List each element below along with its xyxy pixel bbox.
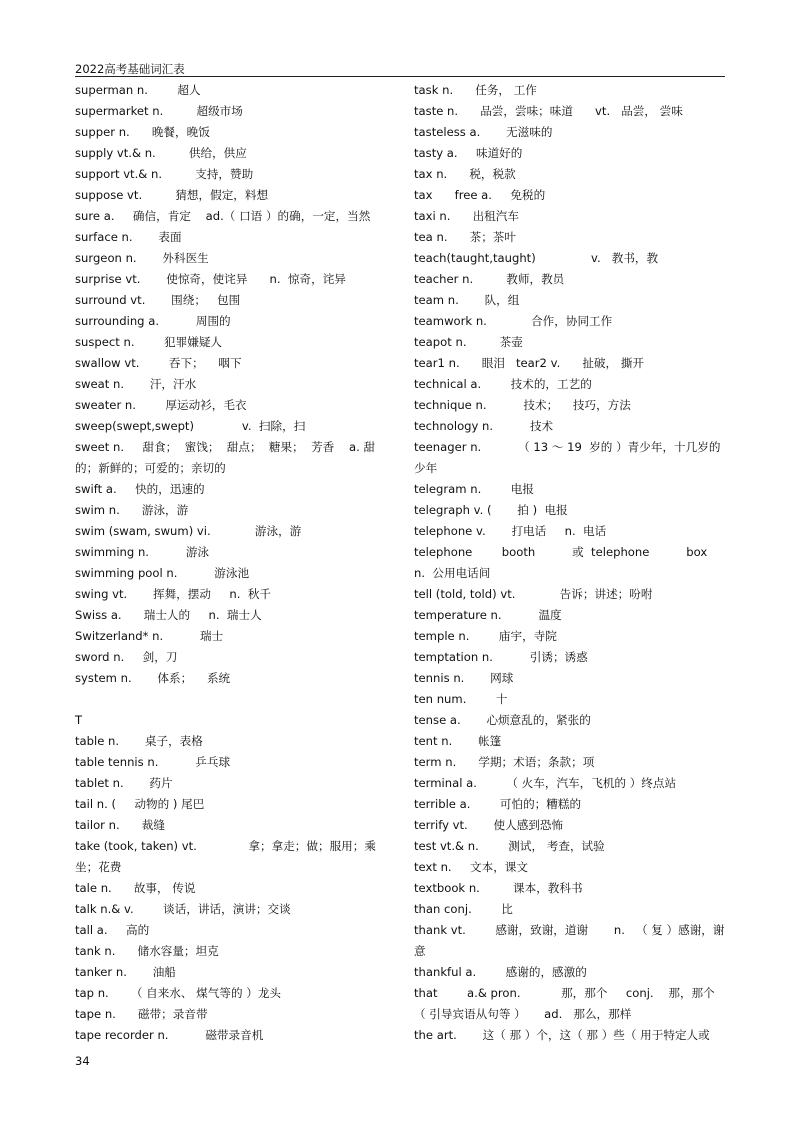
vocab-entry: teach(taught,taught) v. 教书，教 bbox=[414, 251, 659, 265]
vocab-entry: supply vt.& n. 供给，供应 bbox=[75, 146, 247, 160]
vocab-entry: teacher n. 教师，教员 bbox=[414, 272, 565, 286]
vocab-entry: task n. 任务， 工作 bbox=[414, 83, 537, 97]
right-column bbox=[414, 80, 745, 1046]
vocab-entry: sweet n. 甜食； 蜜饯； 甜点； 糖果； 芳香 a. 甜的；新鲜的；可爱的；亲切的 bbox=[75, 440, 376, 475]
vocab-entry: support vt.& n. 支持，赞助 bbox=[75, 167, 254, 181]
vocab-entry: than conj. 比 bbox=[414, 902, 513, 916]
vocab-entry: telegraph v. ( 拍 ) 电报 bbox=[414, 503, 568, 517]
vocab-entry: sword n. 剑，刀 bbox=[75, 650, 178, 664]
vocab-entry: tail n. ( 动物的 ) 尾巴 bbox=[75, 797, 205, 811]
vocab-entry: tea n. 茶；茶叶 bbox=[414, 230, 516, 244]
vocab-entry: surprise vt. 使惊奇，使诧异 n. 惊奇，诧异 bbox=[75, 272, 346, 286]
vocab-entry: table tennis n. 乒乓球 bbox=[75, 755, 231, 769]
vocab-entry: swimming pool n. 游泳池 bbox=[75, 566, 250, 580]
vocab-entry: taxi n. 出租汽车 bbox=[414, 209, 519, 223]
vocab-entry: temple n. 庙宇，寺院 bbox=[414, 629, 557, 643]
vocab-entry: tape n. 磁带；录音带 bbox=[75, 1007, 208, 1021]
vocab-entry: text n. 文本，课文 bbox=[414, 860, 528, 874]
vocab-entry: tablet n. 药片 bbox=[75, 776, 173, 790]
vocab-entry: swing vt. 挥舞，摆动 n. 秋千 bbox=[75, 587, 272, 601]
vocab-entry: take (took, taken) vt. 拿；拿走；做；服用；乘坐；花费 bbox=[75, 839, 376, 874]
vocab-entry: tall a. 高的 bbox=[75, 923, 150, 937]
vocab-entry: technical a. 技术的，工艺的 bbox=[414, 377, 592, 391]
vocab-entry: tape recorder n. 磁带录音机 bbox=[75, 1028, 264, 1042]
vocab-entry: talk n.& v. 谈话，讲话，演讲；交谈 bbox=[75, 902, 291, 916]
vocab-entry: terrify vt. 使人感到恐怖 bbox=[414, 818, 564, 832]
vocab-entry: tailor n. 裁缝 bbox=[75, 818, 165, 832]
vocab-entry: technique n. 技术； 技巧，方法 bbox=[414, 398, 631, 412]
vocab-entry: tank n. 储水容量；坦克 bbox=[75, 944, 219, 958]
header-divider bbox=[75, 76, 725, 77]
vocab-entry: term n. 学期；术语；条款；项 bbox=[414, 755, 595, 769]
vocab-entry: superman n. 超人 bbox=[75, 83, 201, 97]
vocab-entry: thankful a. 感谢的，感激的 bbox=[414, 965, 587, 979]
vocab-entry: sweat n. 汗，汗水 bbox=[75, 377, 197, 391]
vocab-entry: tennis n. 网球 bbox=[414, 671, 514, 685]
vocab-entry: tanker n. 油船 bbox=[75, 965, 176, 979]
vocab-entry: sweater n. 厚运动衫，毛衣 bbox=[75, 398, 247, 412]
vocab-entry: suspect n. 犯罪嫌疑人 bbox=[75, 335, 223, 349]
vocab-entry: telephone booth 或 telephone box n. 公用电话间 bbox=[414, 545, 745, 580]
vocab-entry: ten num. 十 bbox=[414, 692, 508, 706]
vocab-entry: supermarket n. 超级市场 bbox=[75, 104, 243, 118]
vocab-entry: the art. 这（ 那 ）个，这（ 那 ）些（ 用于特定人或 bbox=[414, 1028, 710, 1042]
vocab-entry: textbook n. 课本，教科书 bbox=[414, 881, 583, 895]
vocab-entry: thank vt. 感谢，致谢，道谢 n. （ 复 ）感谢，谢意 bbox=[414, 923, 725, 958]
section-letter: T bbox=[75, 713, 83, 727]
vocab-entry: tap n. （ 自来水、 煤气等的 ）龙头 bbox=[75, 986, 282, 1000]
vocab-entry: sweep(swept,swept) v. 扫除，扫 bbox=[75, 419, 306, 433]
vocab-entry: team n. 队，组 bbox=[414, 293, 520, 307]
vocab-entry: tale n. 故事， 传说 bbox=[75, 881, 196, 895]
vocab-entry: telephone v. 打电话 n. 电话 bbox=[414, 524, 607, 538]
vocab-entry: swift a. 快的，迅速的 bbox=[75, 482, 205, 496]
vocab-entry: swallow vt. 吞下； 咽下 bbox=[75, 356, 242, 370]
vocab-entry: telegram n. 电报 bbox=[414, 482, 534, 496]
vocab-entry: teamwork n. 合作，协同工作 bbox=[414, 314, 613, 328]
vocab-entry: Swiss a. 瑞士人的 n. 瑞士人 bbox=[75, 608, 262, 622]
vocab-entry: swim (swam, swum) vi. 游泳，游 bbox=[75, 524, 302, 538]
vocab-entry: suppose vt. 猜想，假定，料想 bbox=[75, 188, 269, 202]
vocab-entry: tent n. 帐篷 bbox=[414, 734, 502, 748]
page-header-title: 2022高考基础词汇表 bbox=[75, 62, 185, 76]
vocab-entry: surrounding a. 周围的 bbox=[75, 314, 231, 328]
vocab-entry: technology n. 技术 bbox=[414, 419, 554, 433]
blank-line bbox=[75, 689, 380, 710]
vocab-entry: Switzerland* n. 瑞士 bbox=[75, 629, 224, 643]
vocab-entry: tasteless a. 无滋味的 bbox=[414, 125, 553, 139]
vocab-entry: tax free a. 免税的 bbox=[414, 188, 546, 202]
vocab-entry: surgeon n. 外科医生 bbox=[75, 251, 209, 265]
vocab-entry: surround vt. 围绕； 包围 bbox=[75, 293, 241, 307]
vocab-entry: tax n. 税，税款 bbox=[414, 167, 516, 181]
vocab-entry: surface n. 表面 bbox=[75, 230, 182, 244]
vocab-entry: tear1 n. 眼泪 tear2 v. 扯破， 撕开 bbox=[414, 356, 645, 370]
vocab-entry: system n. 体系； 系统 bbox=[75, 671, 231, 685]
vocab-entry: tasty a. 味道好的 bbox=[414, 146, 523, 160]
vocab-entry: sure a. 确信，肯定 ad.（ 口语 ）的确，一定，当然 bbox=[75, 209, 371, 223]
vocab-entry: teapot n. 茶壶 bbox=[414, 335, 523, 349]
vocab-entry: temptation n. 引诱；诱惑 bbox=[414, 650, 588, 664]
vocab-entry: teenager n. （ 13 ～ 19 岁的 ）青少年，十几岁的少年 bbox=[414, 440, 721, 475]
vocab-entry: table n. 桌子，表格 bbox=[75, 734, 203, 748]
vocab-entry: supper n. 晚餐，晚饭 bbox=[75, 125, 210, 139]
vocab-entry: terminal a. （ 火车，汽车，飞机的 ）终点站 bbox=[414, 776, 677, 790]
vocab-entry: tell (told, told) vt. 告诉；讲述；吩咐 bbox=[414, 587, 653, 601]
vocab-entry: temperature n. 温度 bbox=[414, 608, 562, 622]
vocab-entry: taste n. 品尝，尝味；味道 vt. 品尝， 尝味 bbox=[414, 104, 683, 118]
vocab-entry: swim n. 游泳，游 bbox=[75, 503, 189, 517]
left-column bbox=[75, 80, 380, 1046]
vocab-entry: terrible a. 可怕的；糟糕的 bbox=[414, 797, 582, 811]
vocab-entry: tense a. 心烦意乱的，紧张的 bbox=[414, 713, 591, 727]
vocab-entry: swimming n. 游泳 bbox=[75, 545, 210, 559]
vocab-entry: test vt.& n. 测试， 考查，试验 bbox=[414, 839, 605, 853]
page-number: 34 bbox=[75, 1054, 90, 1068]
vocab-entry: that a.& pron. 那，那个 conj. 那，那个（ 引导宾语从句等 ） ad. 那么，那样 bbox=[414, 986, 715, 1021]
